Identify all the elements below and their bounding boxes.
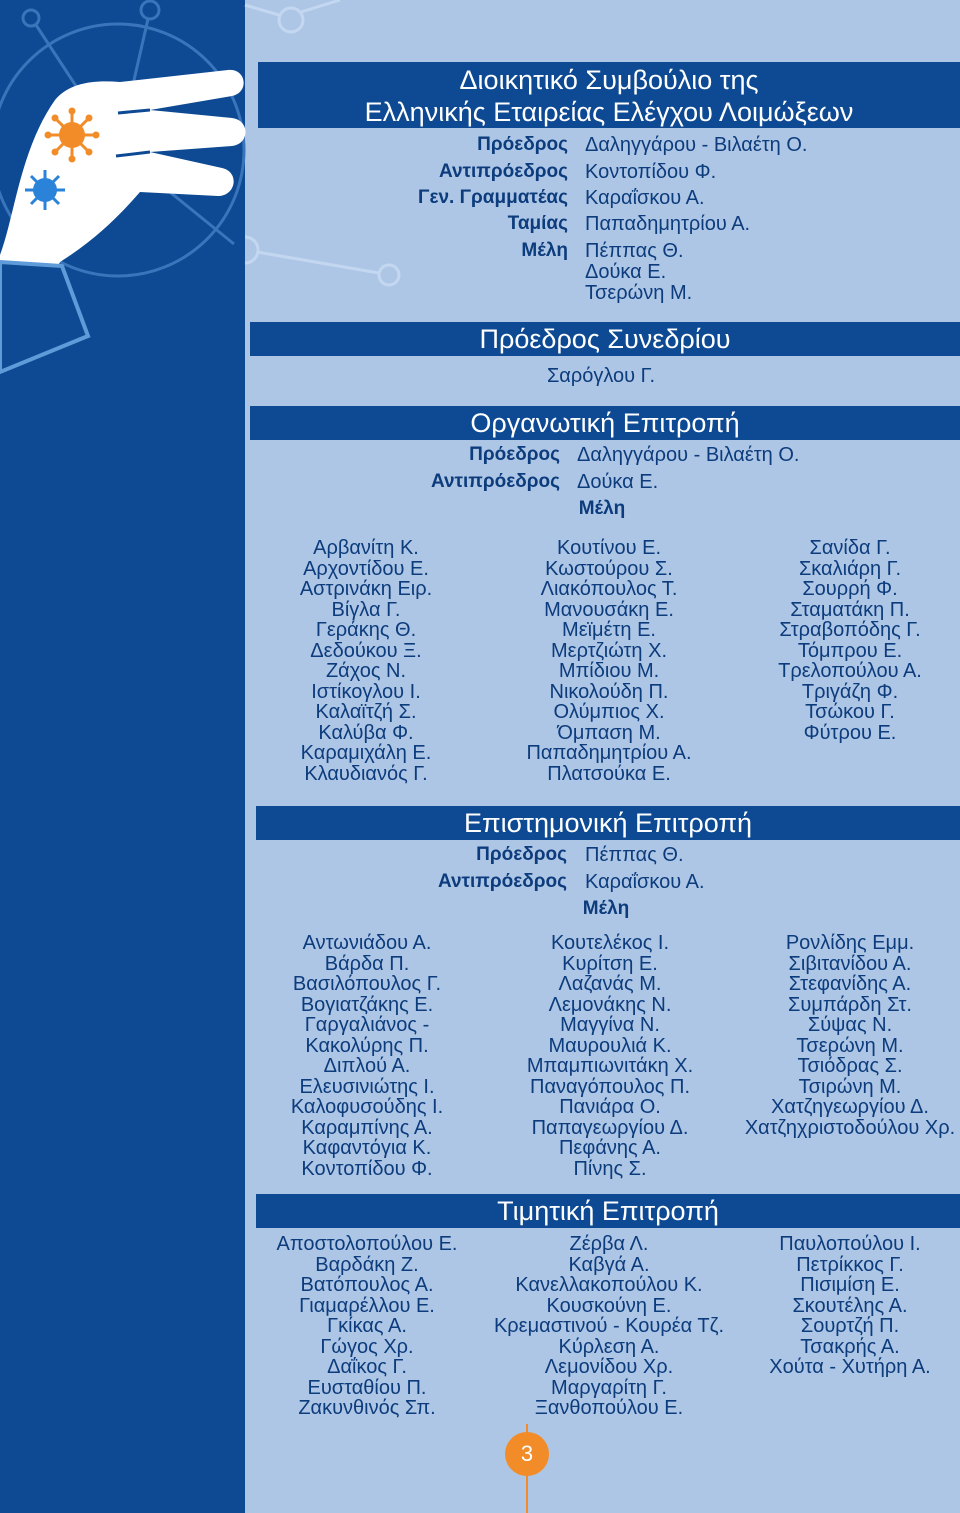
scientific-member-name: Αντωνιάδου Α. xyxy=(302,932,432,954)
honorary-committee-title-bar xyxy=(256,1194,960,1228)
congress-president-title-bar xyxy=(250,322,960,356)
organizing-member-name: Ολύμπιος Χ. xyxy=(553,701,665,723)
organizing-role-label: Πρόεδρος xyxy=(469,444,560,465)
organizing-member-name: Αστρινάκη Ειρ. xyxy=(299,578,433,600)
honorary-member-name: Παυλοπούλου Ι. xyxy=(779,1233,921,1255)
board-title-bar xyxy=(258,62,960,128)
honorary-member-name: Χούτα - Χυτήρη Α. xyxy=(769,1356,931,1378)
scientific-role-label: Αντιπρόεδρος xyxy=(437,871,567,892)
organizing-role-name: Δαληγγάρου - Βιλαέτη Ο. xyxy=(577,444,800,466)
board-member-name: Τσερώνη Μ. xyxy=(585,282,693,304)
organizing-role-name: Δούκα Ε. xyxy=(577,471,659,493)
scientific-member-name: Βογιατζάκης Ε. xyxy=(300,993,434,1016)
scientific-member-name: Σιβιτανίδου Α. xyxy=(788,952,912,975)
scientific-member-name: Χατζηχριστοδούλου Χρ. xyxy=(744,1116,956,1139)
scientific-role-name: Πέππας Θ. xyxy=(585,844,684,866)
honorary-member-name: Γιαμαρέλλου Ε. xyxy=(299,1294,435,1317)
honorary-member-name: Πισιμίση Ε. xyxy=(800,1274,900,1296)
honorary-member-name: Πετρίκκος Γ. xyxy=(796,1253,904,1276)
orange-virus-icon xyxy=(45,108,100,163)
scientific-member-name: Κουτελέκος Ι. xyxy=(550,932,670,954)
scientific-member-name: Λεμονάκης Ν. xyxy=(548,993,672,1016)
honorary-member-name: Καβγά Α. xyxy=(568,1253,650,1276)
honorary-member-name: Κρεμαστινού - Κουρέα Τζ. xyxy=(493,1315,725,1337)
organizing-members-column-2 xyxy=(489,538,729,784)
organizing-member-name: Μανουσάκη Ε. xyxy=(544,598,674,621)
honorary-member-name: Ξανθοπούλου Ε. xyxy=(534,1397,684,1419)
honorary-members-column-3 xyxy=(740,1234,960,1378)
board-member-name: Καραΐσκου Α. xyxy=(585,187,705,209)
organizing-member-name: Μεϊμέτη Ε. xyxy=(562,619,656,641)
organizing-member-name: Ιστίκογλου Ι. xyxy=(311,680,421,703)
honorary-committee-title: Τιμητική Επιτροπή xyxy=(497,1196,719,1226)
organizing-committee-title-bar xyxy=(250,406,960,440)
scientific-member-name: Ρονλίδης Εμμ. xyxy=(785,932,915,954)
honorary-member-name: Γώγος Χρ. xyxy=(320,1335,414,1358)
organizing-member-name: Σκαλιάρη Γ. xyxy=(798,557,902,580)
organizing-member-name: Καραμιχάλη Ε. xyxy=(300,742,432,764)
page-number: 3 xyxy=(520,1441,534,1466)
organizing-members-label: Μέλη xyxy=(578,498,626,519)
honorary-member-name: Ευσταθίου Π. xyxy=(307,1376,427,1399)
scientific-role-label: Πρόεδρος xyxy=(476,844,567,865)
honorary-member-name: Ζέρβα Λ. xyxy=(569,1233,649,1255)
board-member-name: Πέππας Θ. xyxy=(585,240,684,262)
scientific-role-name: Καραΐσκου Α. xyxy=(585,871,705,893)
hand-illustration xyxy=(0,70,246,372)
scientific-member-name: Βασιλόπουλος Γ. xyxy=(292,973,442,995)
organizing-committee-title: Οργανωτική Επιτροπή xyxy=(470,408,740,438)
board-member-name: Δαληγγάρου - Βιλαέτη Ο. xyxy=(585,134,808,156)
organizing-members-column-3 xyxy=(740,538,960,743)
organizing-member-name: Αρχοντίδου Ε. xyxy=(303,557,429,580)
honorary-member-name: Μαργαρίτη Γ. xyxy=(551,1376,667,1399)
organizing-members-column-1 xyxy=(256,538,476,784)
board-role-label: Γεν. Γραμματέας xyxy=(418,187,568,208)
scientific-member-name: Γαργαλιάνος - xyxy=(304,1014,430,1036)
honorary-member-name: Βατόπουλος Α. xyxy=(300,1274,434,1296)
organizing-member-name: Μπίδιου Μ. xyxy=(558,660,660,682)
scientific-members-label: Μέλη xyxy=(582,898,630,919)
organizing-member-name: Παπαδημητρίου Α. xyxy=(526,742,692,764)
organizing-member-name: Κλαυδιανός Γ. xyxy=(304,762,428,785)
scientific-member-name: Τσερώνη Μ. xyxy=(796,1034,904,1057)
board-member-name: Παπαδημητρίου Α. xyxy=(585,213,751,235)
scientific-members-column-1 xyxy=(257,933,477,1179)
scientific-member-name: Κακολύρης Π. xyxy=(305,1034,429,1057)
organizing-member-name: Λιακόπουλος Τ. xyxy=(540,578,678,600)
scientific-member-name: Συμπάρδη Στ. xyxy=(788,993,912,1016)
scientific-member-name: Κοντοπίδου Φ. xyxy=(301,1157,433,1180)
organizing-member-name: Κουτίνου Ε. xyxy=(556,537,661,559)
scientific-member-name: Βάρδα Π. xyxy=(324,952,410,975)
scientific-committee-title: Επιστημονική Επιτροπή xyxy=(463,808,752,838)
organizing-member-name: Μερτζιώτη Χ. xyxy=(551,639,667,662)
scientific-member-name: Μαγγίνα Ν. xyxy=(560,1014,660,1036)
organizing-member-name: Σουρρή Φ. xyxy=(802,578,898,600)
organizing-member-name: Σταματάκη Π. xyxy=(790,598,910,621)
organizing-member-name: Αρβανίτη Κ. xyxy=(313,537,419,559)
honorary-member-name: Σουρτζή Π. xyxy=(800,1315,900,1337)
blue-virus-icon xyxy=(25,170,65,210)
board-role-label: Ταμίας xyxy=(507,213,568,234)
organizing-member-name: Βίγλα Γ. xyxy=(331,598,401,621)
honorary-member-name: Λεμονίδου Χρ. xyxy=(544,1356,674,1378)
page-number-badge xyxy=(505,1432,549,1476)
board-title-line2: Ελληνικής Εταιρείας Ελέγχου Λοιμώξεων xyxy=(364,97,854,127)
scientific-member-name: Καφαντόγια Κ. xyxy=(302,1137,432,1159)
board-title-line1: Διοικητικό Συμβούλιο της xyxy=(459,65,759,95)
organizing-role-label: Αντιπρόεδρος xyxy=(430,471,560,492)
honorary-members-column-2 xyxy=(489,1234,729,1419)
organizing-member-name: Κωστούρου Σ. xyxy=(545,557,673,580)
organizing-member-name: Σανίδα Γ. xyxy=(809,537,891,559)
organizing-member-name: Δεδούκου Ξ. xyxy=(310,639,422,662)
scientific-member-name: Στεφανίδης Α. xyxy=(788,973,912,995)
scientific-member-name: Παπαγεωργίου Δ. xyxy=(531,1116,689,1139)
organizing-member-name: Τρελοπούλου Α. xyxy=(778,660,922,682)
board-member-name: Κοντοπίδου Φ. xyxy=(585,161,717,183)
organizing-member-name: Νικολούδη Π. xyxy=(549,680,669,703)
organizing-member-name: Τόμπρου Ε. xyxy=(797,639,903,662)
honorary-member-name: Δαΐκος Γ. xyxy=(327,1356,407,1378)
board-role-label: Πρόεδρος xyxy=(477,134,568,155)
scientific-committee-title-bar xyxy=(256,806,960,840)
scientific-members-column-3 xyxy=(740,933,960,1138)
scientific-member-name: Πανιάρα Ο. xyxy=(559,1096,661,1118)
board-member-name: Δούκα Ε. xyxy=(585,261,667,283)
organizing-member-name: Ζάχος Ν. xyxy=(325,660,407,682)
organizing-member-name: Τσώκου Γ. xyxy=(805,701,895,723)
scientific-member-name: Τσιόδρας Σ. xyxy=(797,1055,903,1077)
honorary-member-name: Βαρδάκη Ζ. xyxy=(315,1253,419,1276)
honorary-member-name: Κύρλεση Α. xyxy=(558,1335,660,1358)
scientific-member-name: Λαζανάς Μ. xyxy=(558,973,662,995)
organizing-member-name: Φύτρου Ε. xyxy=(803,721,897,744)
scientific-member-name: Διπλού Α. xyxy=(323,1055,411,1077)
scientific-member-name: Παναγόπουλος Π. xyxy=(530,1075,690,1098)
organizing-member-name: Τριγάζη Φ. xyxy=(801,680,899,703)
scientific-member-name: Μπαμπιωνιτάκη Χ. xyxy=(526,1055,694,1077)
honorary-member-name: Κανελλακοπούλου Κ. xyxy=(515,1274,703,1296)
honorary-member-name: Σκουτέλης Α. xyxy=(792,1294,908,1317)
honorary-member-name: Ζακυνθινός Σπ. xyxy=(298,1397,436,1419)
scientific-member-name: Σύψας Ν. xyxy=(807,1014,893,1036)
organizing-member-name: Στραβοπόδης Γ. xyxy=(779,619,921,641)
scientific-member-name: Μαυρουλιά Κ. xyxy=(548,1034,672,1057)
organizing-member-name: Πλατσούκα Ε. xyxy=(547,762,671,785)
honorary-member-name: Τσακρής Α. xyxy=(800,1335,900,1358)
scientific-member-name: Πεφάνης Α. xyxy=(558,1137,661,1159)
scientific-member-name: Καλοφυσούδης Ι. xyxy=(290,1096,444,1118)
organizing-member-name: Γεράκης Θ. xyxy=(315,619,417,641)
organizing-member-name: Καλύβα Φ. xyxy=(318,721,414,744)
congress-president-name: Σαρόγλου Γ. xyxy=(546,365,656,387)
scientific-member-name: Καραμπίνης Α. xyxy=(301,1116,433,1139)
board-role-label: Αντιπρόεδρος xyxy=(438,161,568,182)
honorary-member-name: Αποστολοπούλου Ε. xyxy=(276,1233,458,1255)
honorary-member-name: Γκίκας Α. xyxy=(327,1315,407,1337)
scientific-member-name: Χατζηγεωργίου Δ. xyxy=(771,1096,929,1118)
congress-president-title: Πρόεδρος Συνεδρίου xyxy=(479,324,731,354)
scientific-member-name: Ελευσινιώτης Ι. xyxy=(299,1075,435,1098)
organizing-member-name: Καλαϊτζή Σ. xyxy=(315,701,417,723)
honorary-member-name: Κουσκούνη Ε. xyxy=(546,1294,672,1317)
organizing-member-name: Όμπαση Μ. xyxy=(557,721,661,744)
scientific-members-column-2 xyxy=(490,933,730,1179)
scientific-member-name: Πίνης Σ. xyxy=(573,1157,647,1180)
scientific-member-name: Τσιρώνη Μ. xyxy=(798,1075,902,1098)
honorary-members-column-1 xyxy=(257,1234,477,1419)
scientific-member-name: Κυρίτση Ε. xyxy=(562,952,658,975)
board-role-label: Μέλη xyxy=(521,240,568,261)
